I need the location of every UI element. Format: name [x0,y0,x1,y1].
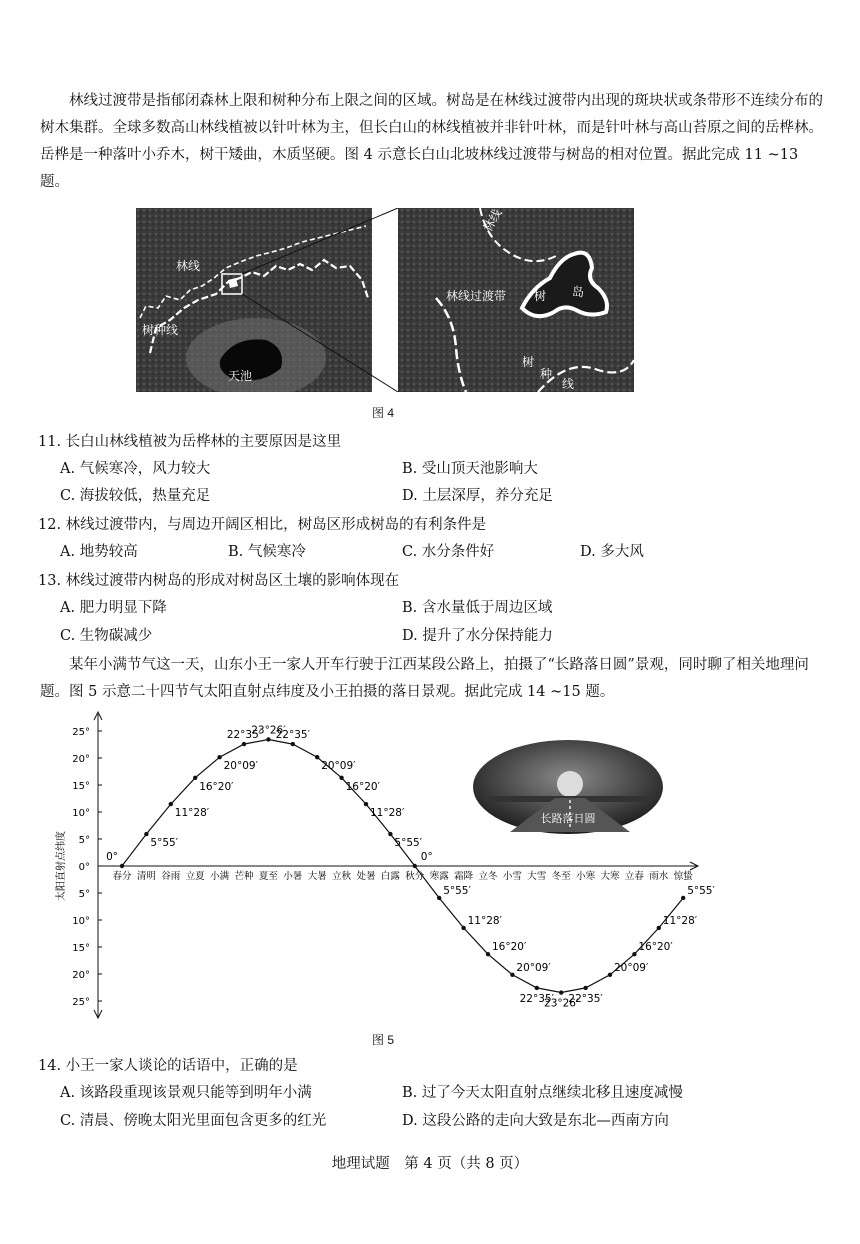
q14-option-c[interactable]: C. 清晨、傍晚太阳光里面包含更多的红光 [60,1113,327,1129]
data-label: 22°35′ [519,992,554,1005]
data-label: 16°20′ [345,780,380,793]
data-point [364,802,368,806]
x-tick-label: 小满 [210,871,230,882]
data-label: 5°55′ [687,884,715,897]
q13-option-b[interactable]: B. 含水量低于周边区域 [402,600,553,616]
data-point [559,990,563,994]
x-tick-label: 夏至 [258,871,278,882]
data-point [388,832,392,836]
x-tick-label: 白露 [380,871,400,882]
sun-icon [557,771,583,797]
figure-4-caption: 图 4 [372,406,395,420]
q14-stem: 14. 小王一家人谈论的话语中，正确的是 [38,1058,298,1074]
figure-4-map [136,208,634,392]
x-tick-label: 立秋 [332,871,352,882]
data-point [120,864,124,868]
data-label: 22°35′ [226,729,262,742]
x-tick-label: 霜降 [454,871,474,882]
data-label: 22°35′ [275,729,310,742]
q12-option-a[interactable]: A. 地势较高 [60,544,138,560]
data-point [339,776,343,780]
q11-option-a[interactable]: A. 气候寒冷，风力较大 [60,461,211,477]
intro-paragraph-2: 某年小满节气这一天，山东小王一家人开车行驶于江西某段公路上，拍摄了“长路落日圆”景观，同时聊了相关地理问题。图 5 示意二十四节气太阳直射点纬度及小王拍摄的落日景观。据此完成 14 ~15 题。 [40,657,809,700]
data-point [217,755,221,759]
figure-5-caption: 图 5 [372,1033,395,1047]
x-tick-label: 谷雨 [161,871,181,882]
q11-option-d[interactable]: D. 土层深厚，养分充足 [402,488,553,504]
x-tick-label: 雨水 [649,871,669,882]
label-linxian-right: 林线 [480,208,505,235]
y-tick-label: 10° [72,916,90,927]
q13-stem: 13. 林线过渡带内树岛的形成对树岛区土壤的影响体现在 [38,573,400,589]
data-point [632,952,636,956]
y-tick-label: 5° [78,835,90,846]
q11-option-b[interactable]: B. 受山顶天池影响大 [402,461,538,477]
x-tick-label: 小暑 [283,871,303,882]
data-point [315,755,319,759]
q14-option-d[interactable]: D. 这段公路的走向大致是东北—西南方向 [402,1113,669,1129]
data-point [486,952,490,956]
q12-option-c[interactable]: C. 水分条件好 [402,544,495,560]
data-label: 0° [106,851,118,863]
data-point [437,896,441,900]
data-label: 20°09′ [516,961,551,974]
data-label: 16°20′ [638,941,673,954]
data-point [583,986,587,990]
x-tick-label: 寒露 [429,871,449,882]
x-tick-label: 大雪 [527,871,547,882]
data-label: 5°55′ [150,837,179,850]
data-label: 11°28′ [662,914,698,927]
q13-option-a[interactable]: A. 肥力明显下降 [60,600,167,616]
data-point [169,802,173,806]
x-tick-label: 立春 [624,871,644,882]
sunset-photo [473,740,663,834]
x-tick-label: 惊蛰 [673,871,693,882]
y-tick-label: 20° [72,754,90,765]
label-tianchi: 天池 [228,369,253,383]
data-label: 5°55′ [394,837,423,850]
data-label: 11°28′ [370,807,405,820]
q11-option-c[interactable]: C. 海拔较低，热量充足 [60,488,211,504]
x-tick-label: 处暑 [356,871,376,882]
data-point [242,742,246,746]
x-tick-label: 清明 [136,871,156,882]
data-point [266,737,270,741]
q12-stem: 12. 林线过渡带内，与周边开阔区相比，树岛区形成树岛的有利条件是 [38,517,487,533]
data-point [291,742,295,746]
label-zhong: 种 [540,367,553,381]
label-shu-2: 树 [522,355,535,369]
label-linxian: 林线 [176,259,201,273]
label-dao: 岛 [572,285,585,299]
x-tick-label: 小寒 [576,871,596,882]
y-tick-label: 5° [78,889,90,900]
page-footer: 地理试题 第 4 页（共 8 页） [331,1156,529,1172]
data-point [535,986,539,990]
data-point [413,864,417,868]
figure-5-chart [50,710,750,1028]
y-tick-label: 0° [78,862,90,873]
x-tick-label: 大暑 [307,871,327,882]
data-label: 20°09′ [321,760,356,773]
q13-option-c[interactable]: C. 生物碳减少 [60,628,153,644]
y-axis-label: 太阳直射点纬度 [56,831,67,901]
q13-option-d[interactable]: D. 提升了水分保持能力 [402,628,553,644]
data-point [657,926,661,930]
data-point [608,973,612,977]
data-label: 5°55′ [443,884,471,897]
data-point [461,926,465,930]
y-tick-label: 15° [72,781,90,792]
data-point [681,896,685,900]
x-tick-label: 芒种 [234,871,254,882]
y-tick-label: 20° [72,970,90,981]
q12-option-b[interactable]: B. 气候寒冷 [228,544,306,560]
x-tick-label: 立冬 [478,871,498,882]
y-tick-label: 25° [72,997,90,1008]
x-tick-label: 小雪 [502,871,522,882]
data-label: 16°20′ [199,780,234,793]
x-tick-label: 春分 [112,871,132,882]
sunset-photo-label: 长路落日圆 [540,812,596,825]
x-tick-label: 秋分 [405,871,425,882]
data-label: 22°35′ [568,992,603,1005]
data-label: 23°26′ [544,997,579,1010]
y-tick-label: 25° [72,727,90,738]
label-xian: 线 [562,377,575,391]
intro-paragraph-1: 林线过渡带是指郁闭森林上限和树种分布上限之间的区域。树岛是在林线过渡带内出现的斑块状或条带形不连续分布的树木集群。全球多数高山林线植被以针叶林为主，但长白山的林线植被并非针叶林，而是针叶林与高山苔原之间的岳桦林。岳桦是一种落叶小乔木，树干矮曲，木质坚硬。图 4 示意长白山北坡林线过渡带与树岛的相对位置。据此完成 11 ~13 题。 [40,93,823,190]
figure-4 [136,208,634,392]
label-shu: 树 [534,289,547,303]
x-tick-label: 冬至 [551,871,571,882]
q12-option-d[interactable]: D. 多大风 [580,544,644,560]
x-tick-label: 立夏 [185,871,205,882]
data-label: 20°09′ [223,760,258,773]
x-tick-label: 大寒 [600,871,620,882]
data-label: 16°20′ [492,941,527,954]
label-guodudai: 林线过渡带 [446,289,507,303]
label-shuzhongxian: 树种线 [142,323,179,337]
y-tick-label: 15° [72,943,90,954]
y-tick-label: 10° [72,808,90,819]
data-label: 11°28′ [174,807,210,820]
data-label: 20°09′ [614,961,649,974]
data-point [193,776,197,780]
q11-stem: 11. 长白山林线植被为岳桦林的主要原因是这里 [38,434,342,450]
q14-option-b[interactable]: B. 过了今天太阳直射点继续北移且速度减慢 [402,1085,683,1101]
data-point [144,832,148,836]
data-label: 11°28′ [467,914,502,927]
q14-option-a[interactable]: A. 该路段重现该景观只能等到明年小满 [60,1085,312,1101]
data-label: 0° [420,851,433,863]
data-label: 23°26′ [251,724,286,737]
data-point [510,973,514,977]
